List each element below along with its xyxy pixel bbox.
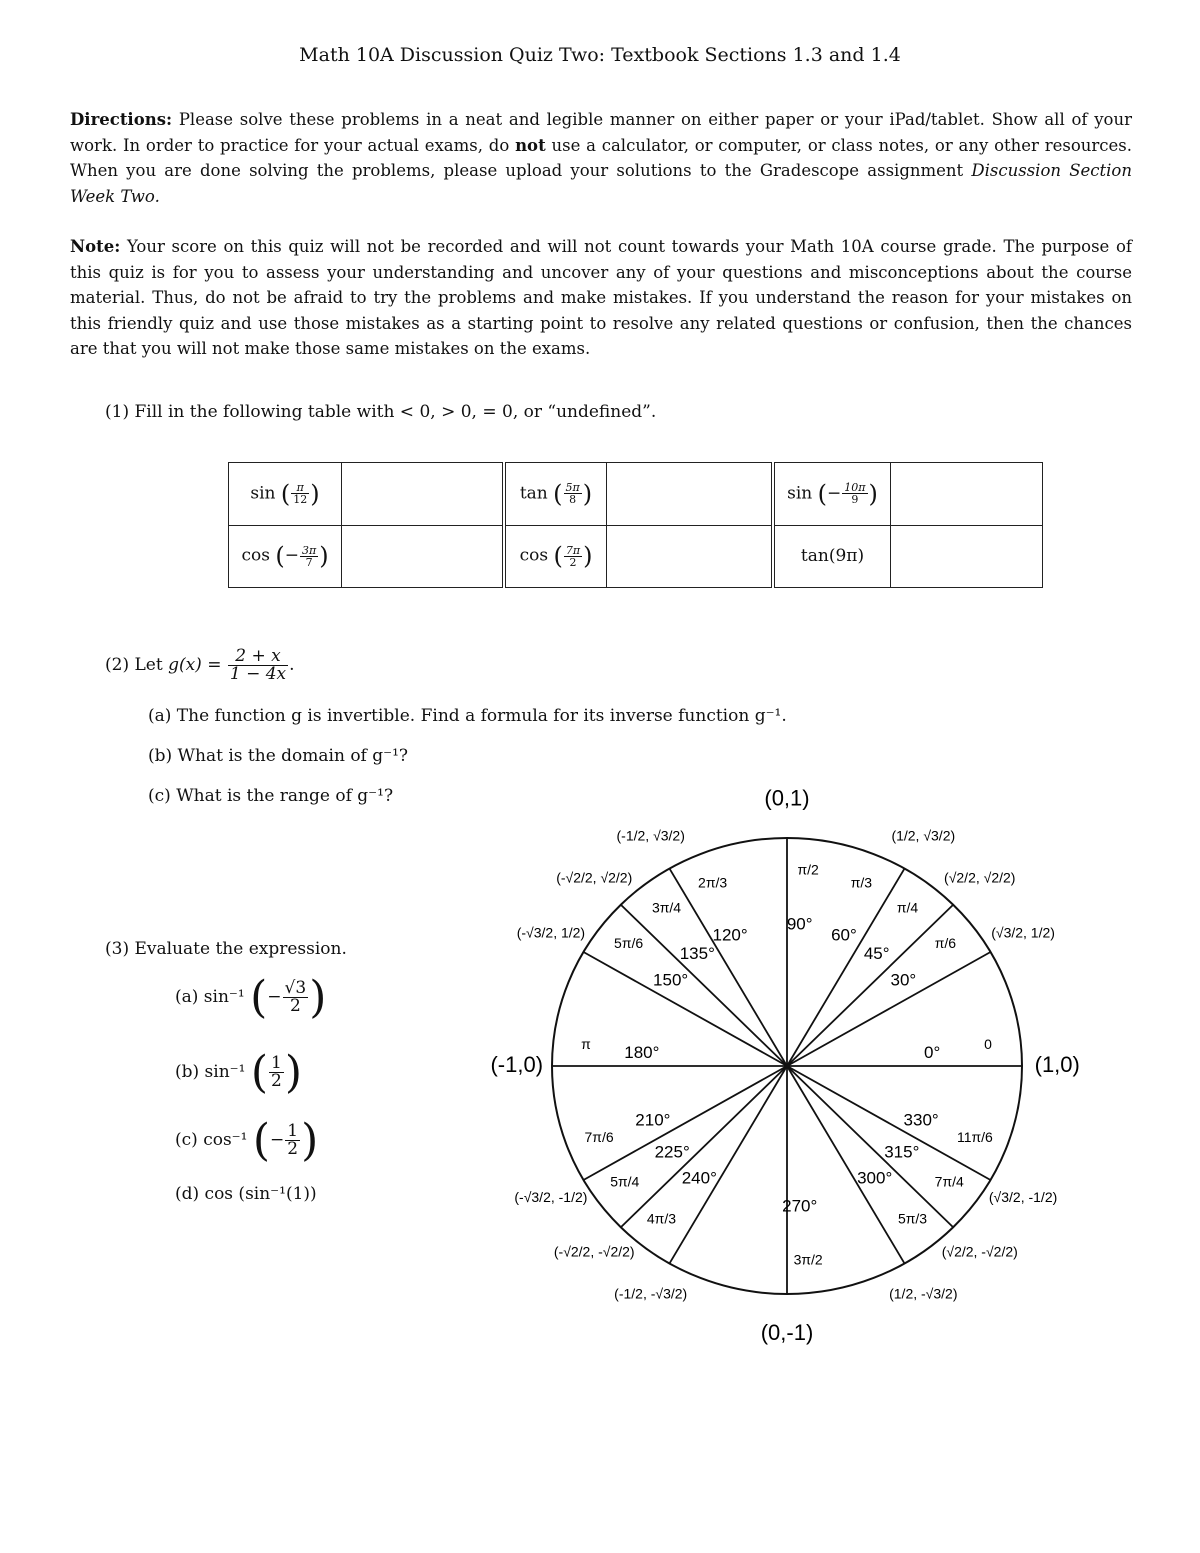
- coordinate-label: (1/2, -√3/2): [889, 1285, 958, 1302]
- coordinate-label: (√3/2, -1/2): [988, 1188, 1058, 1205]
- coordinate-label: (√3/2, 1/2): [991, 924, 1055, 941]
- coordinate-label: (1,0): [1034, 1051, 1080, 1077]
- label: (a) sin⁻¹: [175, 987, 245, 1007]
- radius-line: [787, 952, 991, 1066]
- page-title: Math 10A Discussion Quiz Two: Textbook Sections 1.3 and 1.4: [299, 44, 901, 66]
- radius-line: [670, 869, 788, 1066]
- assignment-name: Discussion Section Week Two.: [70, 161, 1132, 206]
- problem-3b: (b) sin⁻¹ ( $\frac{1}{2}$ ): [175, 1047, 303, 1098]
- coordinate-label: (0,-1): [760, 1320, 814, 1346]
- angle-fraction: [564, 482, 582, 505]
- degree-label: 30°: [890, 970, 917, 990]
- answer-cell[interactable]: [891, 525, 1043, 588]
- minus-sign: −: [827, 483, 842, 504]
- radian-label: 7π/6: [584, 1128, 614, 1145]
- radius-line: [787, 869, 905, 1066]
- unit-circle-diagram: [480, 785, 1140, 1346]
- degree-label: 225°: [654, 1142, 690, 1162]
- numerator: 1: [287, 1121, 299, 1141]
- coordinate-label: (√2/2, -√2/2): [941, 1243, 1018, 1260]
- denominator: 2: [287, 1139, 299, 1159]
- radius-line: [621, 905, 787, 1066]
- radian-label: 7π/4: [934, 1173, 964, 1190]
- problem-2b: (b) What is the domain of g⁻¹?: [148, 746, 409, 766]
- radian-label: π/4: [896, 899, 919, 916]
- label: (c) cos⁻¹: [175, 1130, 248, 1150]
- directions-paragraph: [70, 107, 1132, 209]
- coordinate-label: (√2/2, √2/2): [944, 869, 1016, 886]
- radian-label: 4π/3: [646, 1210, 677, 1227]
- coordinate-label: (-√3/2, 1/2): [516, 924, 586, 941]
- table-cell-expression: tan ( $\frac{5\pi}{8}$ ): [504, 463, 607, 526]
- radian-label: 5π/3: [897, 1210, 928, 1227]
- radian-label: π/3: [850, 874, 873, 891]
- function-g-label: g(x) =: [168, 655, 222, 675]
- directions-label: Directions:: [70, 110, 173, 129]
- problem-1-prompt: (1) Fill in the following table with < 0, > 0, = 0, or “undefined”.: [105, 402, 657, 422]
- radius-line: [621, 1066, 787, 1227]
- denominator: 2: [569, 555, 577, 569]
- radian-label: π/6: [934, 934, 957, 951]
- degree-label: 90°: [786, 914, 813, 934]
- answer-cell[interactable]: [891, 463, 1043, 526]
- table-cell-expression: cos ( $\frac{7\pi}{2}$ ): [504, 525, 607, 588]
- table-row: [229, 525, 1043, 588]
- denominator: 2: [271, 1071, 282, 1091]
- degree-label: 180°: [624, 1043, 660, 1063]
- degree-label: 120°: [712, 925, 748, 945]
- numerator: 7π: [565, 543, 581, 557]
- degree-label: 270°: [782, 1196, 818, 1216]
- table-cell-expression: [773, 525, 891, 588]
- function-name: sin: [787, 483, 813, 504]
- directions-text: Please solve these problems in a neat and legible manner on either paper or your iPad/tablet. Show all of your work. In order to practice for your actual exams, do: [70, 110, 1132, 155]
- problem-2-definition: (2) Let g(x) = $\frac{2 + x}{1 - 4x}$ .: [105, 646, 295, 684]
- numerator: 10π: [844, 481, 866, 495]
- radian-label: 2π/3: [698, 874, 728, 891]
- numerator: √3: [284, 978, 307, 998]
- coordinate-label: (-1/2, -√3/2): [614, 1285, 688, 1302]
- problem-2-lead: (2) Let: [105, 655, 163, 675]
- degree-label: 330°: [903, 1110, 939, 1130]
- g-denominator: 1 − 4x: [229, 664, 287, 684]
- radian-label: 3π/2: [793, 1251, 823, 1268]
- angle-fraction: [291, 482, 309, 505]
- radian-label: π: [581, 1036, 591, 1053]
- radius-line: [583, 952, 787, 1066]
- coordinate-label: (-1,0): [490, 1051, 544, 1077]
- coordinate-label: (-√2/2, √2/2): [556, 869, 633, 886]
- denominator: 8: [569, 493, 577, 507]
- answer-cell[interactable]: [607, 525, 774, 588]
- degree-label: 150°: [653, 970, 689, 990]
- radian-label: 0: [984, 1036, 992, 1053]
- center-point: [785, 1064, 790, 1069]
- problem-3a: (a) sin⁻¹ (− $\frac{√3}{2}$ ): [175, 972, 327, 1023]
- problem-3d: (d) cos (sin⁻¹(1)): [175, 1184, 317, 1204]
- numerator: π: [291, 482, 309, 494]
- radian-label: 5π/4: [610, 1173, 640, 1190]
- function-name: tan: [519, 483, 548, 504]
- numerator: 5π: [565, 481, 580, 495]
- radian-label: π/2: [797, 861, 819, 878]
- denominator: 12: [293, 493, 308, 507]
- coordinate-label: (-√2/2, -√2/2): [553, 1243, 635, 1260]
- table-cell-expression: sin (− $\frac{10\pi}{9}$ ): [773, 463, 891, 526]
- denominator: 7: [305, 555, 313, 569]
- function-name: sin: [250, 483, 276, 504]
- coordinate-label: (-1/2, √3/2): [616, 827, 685, 844]
- radius-line: [787, 1066, 905, 1263]
- g-numerator: 2 + x: [228, 648, 288, 666]
- table-row: [229, 463, 1043, 526]
- radius-line: [583, 1066, 787, 1180]
- radian-label: 11π/6: [956, 1128, 993, 1145]
- expression-text: tan(9π): [800, 546, 865, 567]
- label: (b) sin⁻¹: [175, 1062, 246, 1082]
- answer-cell[interactable]: [342, 463, 505, 526]
- problem-2c: (c) What is the range of g⁻¹?: [148, 786, 394, 806]
- g-fraction: [228, 648, 288, 683]
- angle-fraction: [300, 545, 318, 568]
- function-name: cos: [519, 545, 549, 566]
- degree-label: 300°: [857, 1168, 893, 1188]
- denominator: 2: [289, 996, 301, 1016]
- radian-label: 5π/6: [614, 934, 644, 951]
- radius-line: [787, 1066, 991, 1180]
- answer-cell[interactable]: [342, 525, 505, 588]
- note-text: Your score on this quiz will not be recorded and will not count towards your Math 10A course grade. The purpose of this quiz is for you to assess your understanding and uncover any of your questions and misconceptions about the course material. Thus, do not be afraid to try the problems and make mistakes. If you understand the reason for your mistakes on this friendly quiz and use those mistakes as a starting point to resolve any related questions or confusion, then the chances are that you will not make those same mistakes on the exams.: [70, 237, 1132, 358]
- angle-fraction: [564, 545, 582, 568]
- minus-sign: −: [270, 1130, 285, 1150]
- table-cell-expression: cos (− $\frac{3\pi}{7}$ ): [229, 525, 342, 588]
- problem-3-prompt: (3) Evaluate the expression.: [105, 939, 347, 959]
- note-paragraph: [70, 234, 1132, 362]
- problem-2a: (a) The function g is invertible. Find a formula for its inverse function g⁻¹.: [148, 706, 787, 726]
- radius-line: [670, 1066, 788, 1263]
- degree-label: 135°: [679, 944, 715, 964]
- denominator: 9: [851, 493, 859, 507]
- sign-table: [228, 462, 1043, 588]
- radian-label: 3π/4: [651, 899, 682, 916]
- directions-text-2: use a calculator, or computer, or class notes, or any other resources. When you are done solving the problems, please upload your solutions to the Gradescope assignment: [70, 135, 1132, 180]
- numerator: 1: [271, 1053, 282, 1073]
- minus-sign: −: [267, 987, 282, 1007]
- numerator: 3π: [301, 543, 317, 557]
- degree-label: 210°: [635, 1110, 671, 1130]
- minus-sign: −: [284, 545, 299, 566]
- degree-label: 45°: [863, 944, 890, 964]
- function-name: cos: [241, 545, 270, 566]
- note-label: Note:: [70, 237, 121, 256]
- coordinate-label: (0,1): [764, 785, 810, 811]
- degree-label: 315°: [884, 1142, 920, 1162]
- coordinate-label: (-√3/2, -1/2): [514, 1188, 588, 1205]
- degree-label: 240°: [681, 1168, 717, 1188]
- coordinate-label: (1/2, √3/2): [891, 827, 956, 844]
- table-cell-expression: sin ( $\frac{\pi}{12}$ ): [229, 463, 342, 526]
- angle-fraction: [842, 482, 867, 505]
- problem-3c: (c) cos⁻¹ (− $\frac{1}{2}$ ): [175, 1115, 319, 1166]
- directions-not: not: [515, 135, 546, 155]
- degree-label: 60°: [831, 925, 857, 945]
- answer-cell[interactable]: [607, 463, 774, 526]
- degree-label: 0°: [924, 1043, 941, 1063]
